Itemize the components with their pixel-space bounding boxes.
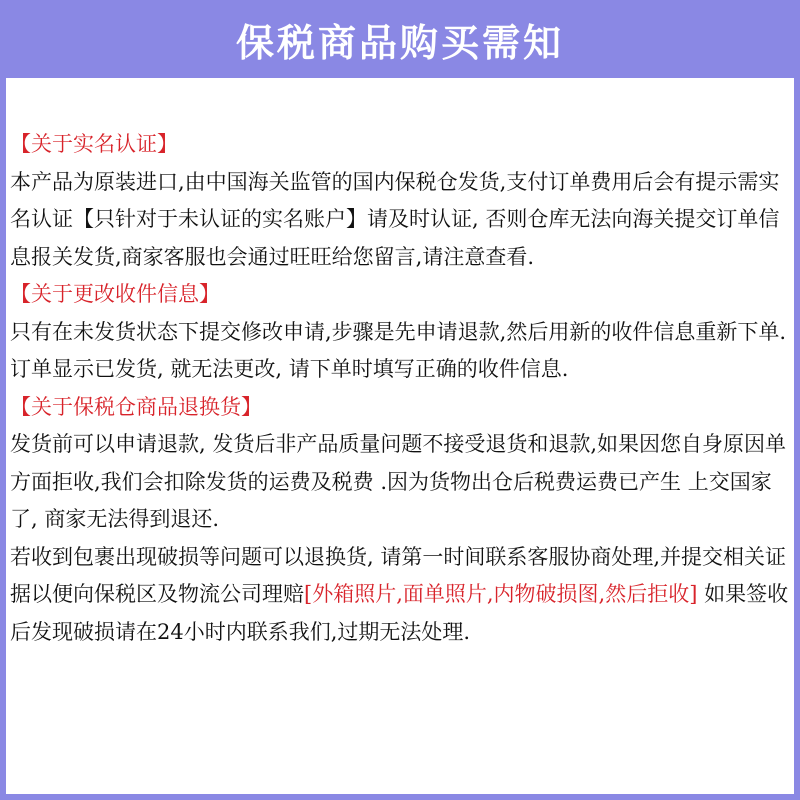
section-returns: [10, 389, 792, 427]
section-heading-returns: 【关于保税仓商品退换货】: [10, 394, 262, 419]
section-returns-damage: [10, 539, 792, 652]
section-change-address: [10, 276, 792, 314]
damage-text-before: 若收到包裹出现破损等问题可以退换货, 请第一时间联系客服协商处理,并提交相关证据以便向保税区及物流公司理赔: [10, 544, 787, 606]
content-panel: [6, 78, 794, 794]
notice-text: [10, 126, 792, 651]
section-returns-body: 发货前可以申请退款, 发货后非产品质量问题不接受退货和退款,如果因您自身原因单方面拒收,我们会扣除发货的运费及税费 .因为货物出仓后税费运费已产生 上交国家了, 商家无法得到退还.: [10, 432, 787, 531]
section-heading-real-name: 【关于实名认证】: [10, 132, 178, 156]
section-heading-change-address: 【关于更改收件信息】: [10, 282, 220, 306]
section-real-name-body: 本产品为原装进口,由中国海关监管的国内保税仓发货,支付订单费用后会有提示需实名认证【只针对于未认证的实名账户】请及时认证, 否则仓库无法向海关提交订单信息报关发货,商家客服也会通过旺旺给您留言,请注意查看.: [10, 169, 780, 269]
section-change-address-body: 只有在未发货状态下提交修改申请,步骤是先申请退款,然后用新的收件信息重新下单. 订单显示已发货, 就无法更改, 请下单时填写正确的收件信息.: [10, 319, 787, 381]
section-real-name: [10, 126, 792, 164]
title-bar: [0, 0, 800, 78]
damage-text-after: 如果签收后发现破损请在24小时内联系我们,过期无法处理.: [10, 582, 789, 644]
page-title: 保税商品购买需知: [235, 20, 564, 65]
damage-evidence-highlight: [外箱照片,面单照片,内物破损图,然后拒收]: [304, 582, 698, 606]
